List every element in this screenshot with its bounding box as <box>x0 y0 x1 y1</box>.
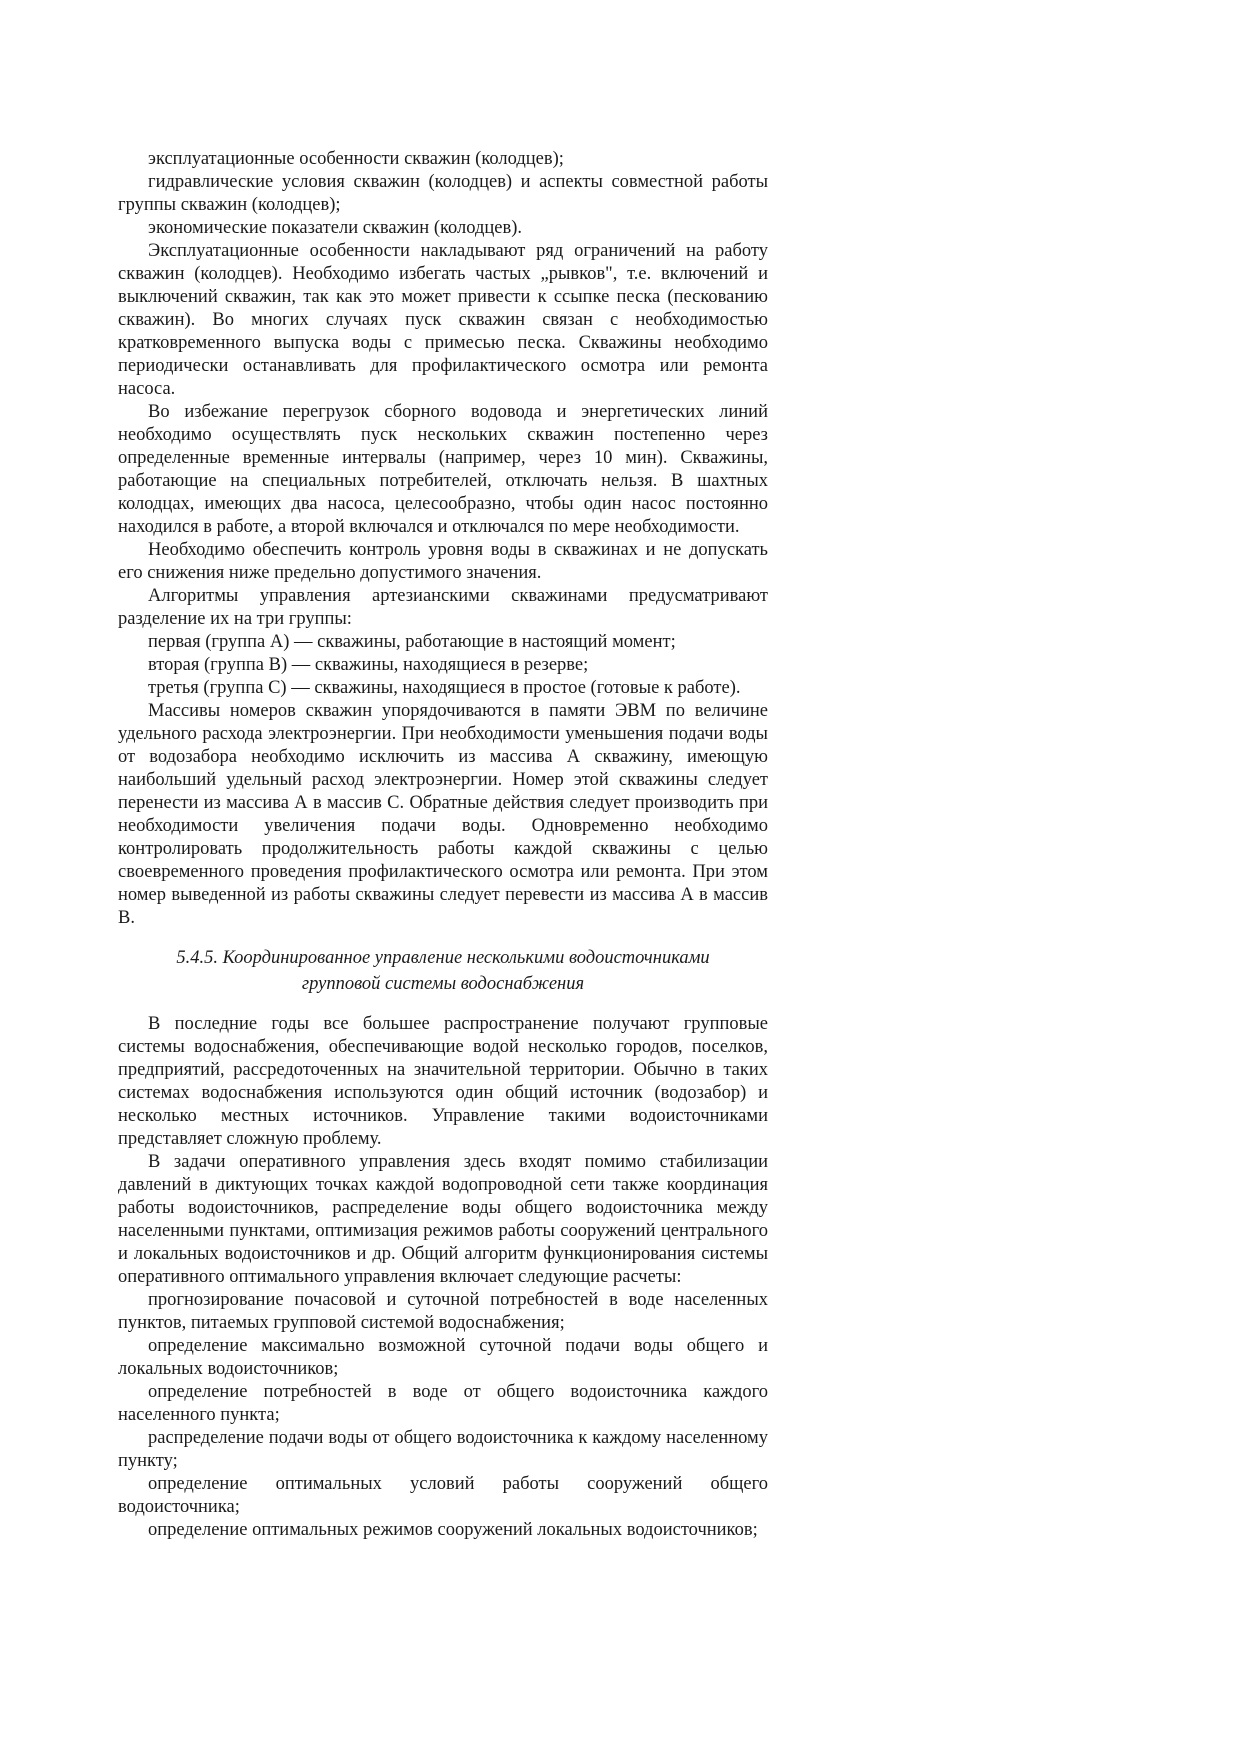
list-item: третья (группа С) — скважины, находящиеся в простое (готовые к работе). <box>148 678 741 698</box>
paragraph: экономические показатели скважин (колодцев). <box>148 218 523 238</box>
section-heading-line-1: 5.4.5. Координированное управление несколькими водоисточниками <box>176 948 710 968</box>
list-item: определение потребностей в воде от общего водоисточника каждого населенного пункта; <box>118 1382 768 1425</box>
document-page <box>118 148 768 1542</box>
paragraph: Во избежание перегрузок сборного водовода и энергетических линий необходимо осуществлять пуск нескольких скважин постепенно через определенные временные интервалы (например, через 10 мин). Скважины, работающие на специальных потребителей, отключать нельзя. В шахтных колодцах, имеющих два насоса, целесообразно, чтобы один насос постоянно находился в работе, а второй включался и отключался по мере необходимости. <box>118 402 768 537</box>
paragraph: В задачи оперативного управления здесь входят помимо стабилизации давлений в диктующих точках каждой водопроводной сети также координация работы водоисточников, распределение воды общего водоисточника между населенными пунктами, оптимизация режимов работы сооружений центрального и локальных водоисточников и др. Общий алгоритм функционирования системы оперативного оптимального управления включает следующие расчеты: <box>118 1152 768 1287</box>
paragraph: Массивы номеров скважин упорядочиваются в памяти ЭВМ по величине удельного расхода электроэнергии. При необходимости уменьшения подачи воды от водозабора необходимо исключить из массива А скважину, имеющую наибольший удельный расход электроэнергии. Номер этой скважины следует перенести из массива А в массив С. Обратные действия следует производить при необходимости увеличения подачи воды. Одновременно необходимо контролировать продолжительность работы каждой скважины с целью своевременного проведения профилактического осмотра или ремонта. При этом номер выведенной из работы скважины следует перевести из массива А в массив В. <box>118 701 768 928</box>
list-item: первая (группа А) — скважины, работающие в настоящий момент; <box>148 632 676 652</box>
paragraph: Эксплуатационные особенности накладывают ряд ограничений на работу скважин (колодцев). Необходимо избегать частых „рывков", т.е. включений и выключений скважин, так как это может привести к ссыпке песка (пескованию скважин). Во многих случаях пуск скважин связан с необходимостью кратковременного выпуска воды с примесью песка. Скважины необходимо периодически останавливать для профилактического осмотра или ремонта насоса. <box>118 241 768 399</box>
section-heading <box>118 945 768 997</box>
section-heading-line-2: групповой системы водоснабжения <box>301 974 585 994</box>
paragraph: Алгоритмы управления артезианскими скважинами предусматривают разделение их на три группы: <box>118 586 768 629</box>
list-item: определение максимально возможной суточной подачи воды общего и локальных водоисточников; <box>118 1336 768 1379</box>
list-item: прогнозирование почасовой и суточной потребностей в воде населенных пунктов, питаемых групповой системой водоснабжения; <box>118 1290 768 1333</box>
list-item: вторая (группа В) — скважины, находящиеся в резерве; <box>148 655 589 675</box>
paragraph: эксплуатационные особенности скважин (колодцев); <box>148 149 564 169</box>
paragraph: Необходимо обеспечить контроль уровня воды в скважинах и не допускать его снижения ниже предельно допустимого значения. <box>118 540 768 583</box>
list-item: определение оптимальных режимов сооружений локальных водоисточников; <box>148 1520 758 1540</box>
paragraph: В последние годы все большее распространение получают групповые системы водоснабжения, обеспечивающие водой несколько городов, поселков, предприятий, рассредоточенных на значительной территории. Обычно в таких системах водоснабжения используются один общий источник (водозабор) и несколько местных источников. Управление такими водоисточниками представляет сложную проблему. <box>118 1014 768 1149</box>
paragraph: гидравлические условия скважин (колодцев) и аспекты совместной работы группы скважин (колодцев); <box>118 172 768 215</box>
list-item: распределение подачи воды от общего водоисточника к каждому населенному пункту; <box>118 1428 768 1471</box>
list-item: определение оптимальных условий работы сооружений общего водоисточника; <box>118 1474 768 1517</box>
